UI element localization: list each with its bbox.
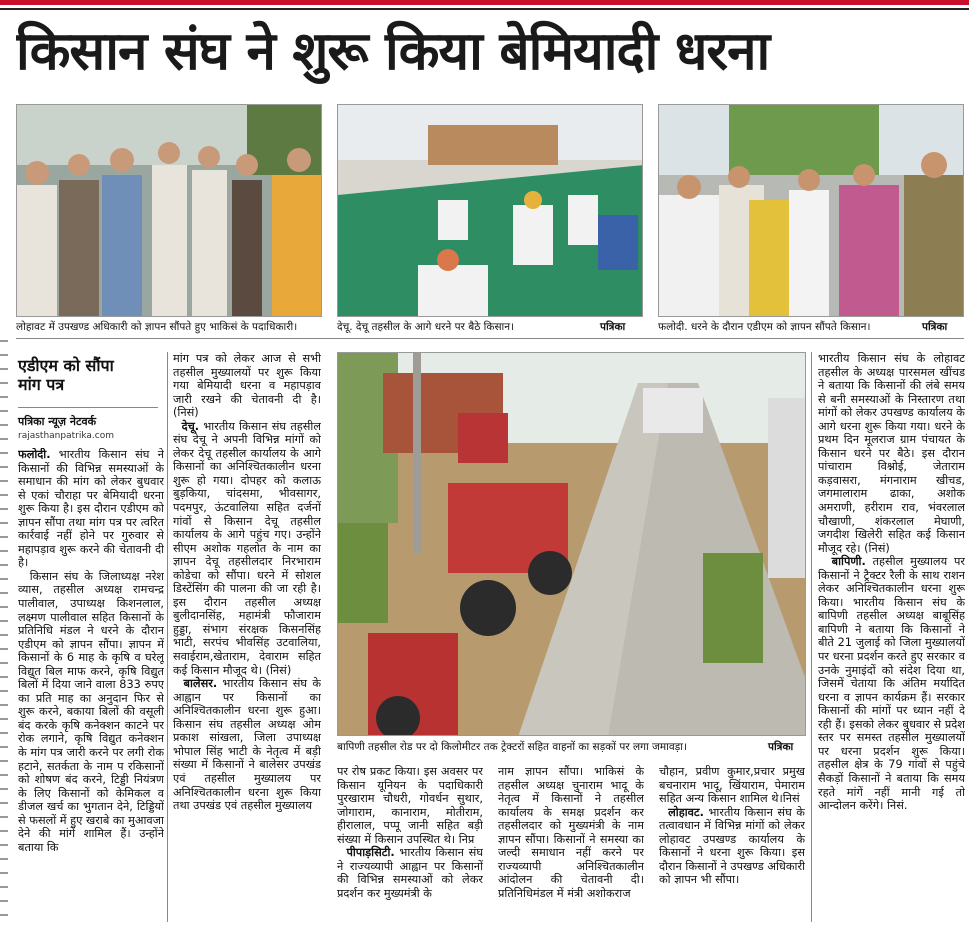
column-3 [337,765,483,923]
photo4-credit: पत्रिका [768,741,794,753]
photo2-credit: पत्रिका [600,321,626,333]
col5-para0: चौहान, प्रवीण कुमार,प्रचार प्रमुख बचनाराम भादू, खिंयाराम, पेमाराम सहित अन्य किसान शामिल थे।निसं [659,765,805,806]
photo1-caption: लोहावट में उपखण्ड अधिकारी को ज्ञापन सौंपते हुए भाकिसं के पदाधिकारी। [16,321,298,333]
dateline-bapini: बापिणी. [831,555,866,569]
column-6 [818,352,965,924]
subheadline: एडीएम को सौंपा मांग पत्र [18,356,114,394]
divider-under-photos [16,338,964,339]
byline: पत्रिका न्यूज़ नेटवर्क [18,415,97,428]
photo-phalodi-adm [658,104,964,317]
column-5 [659,765,805,923]
photo-bapini-tractors [337,352,806,736]
dateline-pipar-city: पीपाड़सिटी. [346,846,395,860]
col3-para0: पर रोष प्रकट किया। इस अवसर पर किसान यूनियन के पदाधिकारी पुरखाराम चौधरी, गोवर्धन सुथार, जोगाराम, कानाराम, मोतीराम, हीरालाल, पप्पू जानी सहित बड़ी संख्या में किसान उपस्थित थे। निप्र [337,765,483,846]
col2-para1: भारतीय किसान संघ तहसील संघ देचू ने अपनी विभिन्न मांगों को लेकर देचू तहसील कार्यालय के आगे किसानों का अनिश्चितकालीन धरना शुरू हो गया। दोपहर को कलाऊ बुड़किया, चांदसमा, भीवसागर, पदमपुर, ऊंटवालिया सहित दर्जनों गांवों से किसान देचू तहसील कार्यालय के आगे पहुंच गए। उन्होंने सीएम अशोक गहलोत के नाम का ज्ञापन देचू तहसीलदार निरभाराम कोडेचा को सौंपा। धरने में सोशल डिस्टेंसिंग की पालना की जा रही है। इस दौरान तहसील अध्यक्ष बुलीदानसिंह, महामंत्री फौजाराम हुड्डा, संभाग संरक्षक किसनसिंह भाटी, सरपंच भीवसिंह उटवालिया, सवाईराम,खेताराम, देवाराम सहित कई किसान मौजूद थे। (निसं) [173,419,321,677]
left-fold-marks [0,340,8,920]
col6-para1: तहसील मुख्यालय पर किसानों ने ट्रैक्टर रैली के साथ राशन लेकर अनिश्चितकालीन धरना शुरू किया। भारतीय किसान संघ के बापिणी तहसील अध्यक्ष बाबूसिंह बापिणी ने बताया कि किसानों ने बीते 21 जुलाई को जिला मुख्यालयों पर धरना प्रदर्शन करते हुए सरकार व उनके नुमाइंदों को संदेश दिया था, जिसमें चेताया कि अंतिम मर्यादित धरना व ज्ञापन कार्यक्रम हैं। सरकार किसानों की मांगों पर ध्यान नहीं दे रही हैं। इसको लेकर बुधवार से प्रदेश स्तर पर समस्त तहसील मुख्यालयों पर धरना प्रदर्शन शुरू किया। तहसील क्षेत्र के 79 गांवों से पहुंचे सैकड़ों किसानों ने बताया कि समय रहते मांगें नहीं मानी गई तो आन्दोलन करेंगे। निसं. [818,555,965,813]
col2-para2: भारतीय किसान संघ के आह्वान पर किसानों का अनिश्चितकालीन धरना शुरू हुआ। किसान संघ तहसील अध्यक्ष ओम प्रकाश सांखला, जिला उपाध्यक्ष भोपाल सिंह भाटी के नेतृत्व में बड़ी संख्या में किसानों ने बालेसर उपखंड एवं तहसील मुख्यालय पर अनिश्चितकालीन धरना शुरू किया तथा उपखंड एवं तहसील मुख्यालय [173,677,321,813]
col-divider-1 [167,352,168,922]
photo-dechu-dharna [337,104,643,317]
col3-para1: भारतीय किसान संघ ने राज्यव्यापी आह्वान पर किसानों की विभिन्न समस्याओं को लेकर प्रदर्शन कर मुख्यमंत्री के [337,846,483,900]
col1-para2: किसान संघ के जिलाध्यक्ष नरेश व्यास, तहसील अध्यक्ष रामचन्द्र पालीवाल, उपाध्यक्ष किशनलाल, लक्ष्मण पालीवाल सहित किसानों के प्रतिनिधि मंडल ने धरने के दौरान एडीएम को ज्ञापन सौंपा। ज्ञापन में किसानों के 6 माह के कृषि व घरेलू विद्युत बिल माफ करने, कृषि विद्युत बिलों में दिया जाने वाला 833 रुपए का प्रति माह का अनुदान फिर से शुरू करने, बकाया बिलों की वसूली बंद करके कृषि कनेक्शन काटने पर रोक लगाने, कृषि विद्युत कनेक्शन के मांग पत्र जारी करने पर लगी रोक हटाने, सतर्कता के नाम प रकिसानों को शोषण बंद करने, टिड्डी नियंत्रण के लिए किसानों को केमिकल व डीजल खर्च का भुगतान देने, टिड्डियों से फसलों में हुए खराबे का मुआवजा देने की मांगें शामिल हैं। उन्होंने बताया कि [18,569,164,854]
col-divider-6 [811,352,812,922]
photo-lohawat-memorandum [16,104,322,317]
photo3-credit: पत्रिका [922,321,948,333]
dateline-phalodi: फलोदी. [18,448,51,461]
dateline-dechu: देचू. [181,419,200,433]
photo4-caption: बापिणी तहसील रोड पर दो किलोमीटर तक ट्रेक्टरों सहित वाहनों का सड़कों पर लगा जमावड़ा। [337,741,687,753]
dateline-balesar: बालेसर. [183,677,218,691]
website: rajasthanpatrika.com [18,431,114,441]
col2-para0: मांग पत्र को लेकर आज से सभी तहसील मुख्यालयों पर शुरू किया गया बेमियादी धरना व महापड़ाव जारी रखने की चेतावनी दी है। (निसं) [173,352,321,420]
column-1 [18,448,164,922]
top-red-rule [0,0,969,5]
headline: किसान संघ ने शुरू किया बेमियादी धरना [16,21,770,82]
top-black-rule [0,8,969,10]
column-2 [173,352,321,922]
subhead-rule [18,407,158,408]
col1-para1: भारतीय किसान संघ ने किसानों की विभिन्न समस्याओं के समाधान की मांग को लेकर बुधवार से एकां चौराहा पर बेमियादी धरना शुरू किया है। इस दौरान एडीएम को ज्ञापन सौंपा तथा मांग पत्र पर त्वरित कार्रवाई नहीं होने पर गुरुवार से महापड़ाव शुरू करने की चेतावनी दी है। [18,448,164,570]
photo3-caption: फलोदी. धरने के दौरान एडीएम को ज्ञापन सौंपते किसान। [658,321,871,333]
col4-para0: नाम ज्ञापन सौंपा। भाकिसं के तहसील अध्यक्ष चुनाराम भादू के नेतृत्व में किसानों ने तहसील कार्यालय के समक्ष प्रदर्शन कर तहसीलदार को मुख्यमंत्री के नाम ज्ञापन सौंपा। किसानों ने समस्या का जल्दी समाधान नहीं करने पर राज्यव्यापी अनिश्चितकालीन आंदोलन की चेतावनी दी। प्रतिनिधिमंडल में मंत्री अशोकराज [498,765,644,900]
col6-para0: भारतीय किसान संघ के लोहावट तहसील के अध्यक्ष पारसमल खींचड ने बताया कि किसानों की लंबे समय से बनी समस्याओं के निस्तारण तथा मांगों को लेकर उपखण्ड कार्यालय के आगे धरना शुरू किया गया। धरने के प्रथम दिन मूलराज ग्राम पंचायत के किसान धरने पर बैठे। इस दौरान पांचाराम विश्नोई, जेताराम कड़वासरा, मंगनाराम खीचड, जगमालाराम ढाका, अशोक अमराणी, हरीराम राव, भंवरलाल चौखाणी, शंकरलाल मेघाणी, जगदीश खिलेरी सहित कई किसान मौजूद रहे। (निसं) [818,352,965,555]
dateline-lohawat: लोहावट. [668,805,704,819]
column-4 [498,765,644,923]
photo2-caption: देचू. देचू तहसील के आगे धरने पर बैठे किसान। [337,321,515,333]
col5-para1: भारतीय किसान संघ के तत्वावधान में विभिन्न मांगों को लेकर लोहावट उपखण्ड कार्यालय के किसानों ने धरना शुरू किया। इस दौरान किसानों ने उपखण्ड अधिकारी को ज्ञापन भी सौंपा। [659,805,805,887]
